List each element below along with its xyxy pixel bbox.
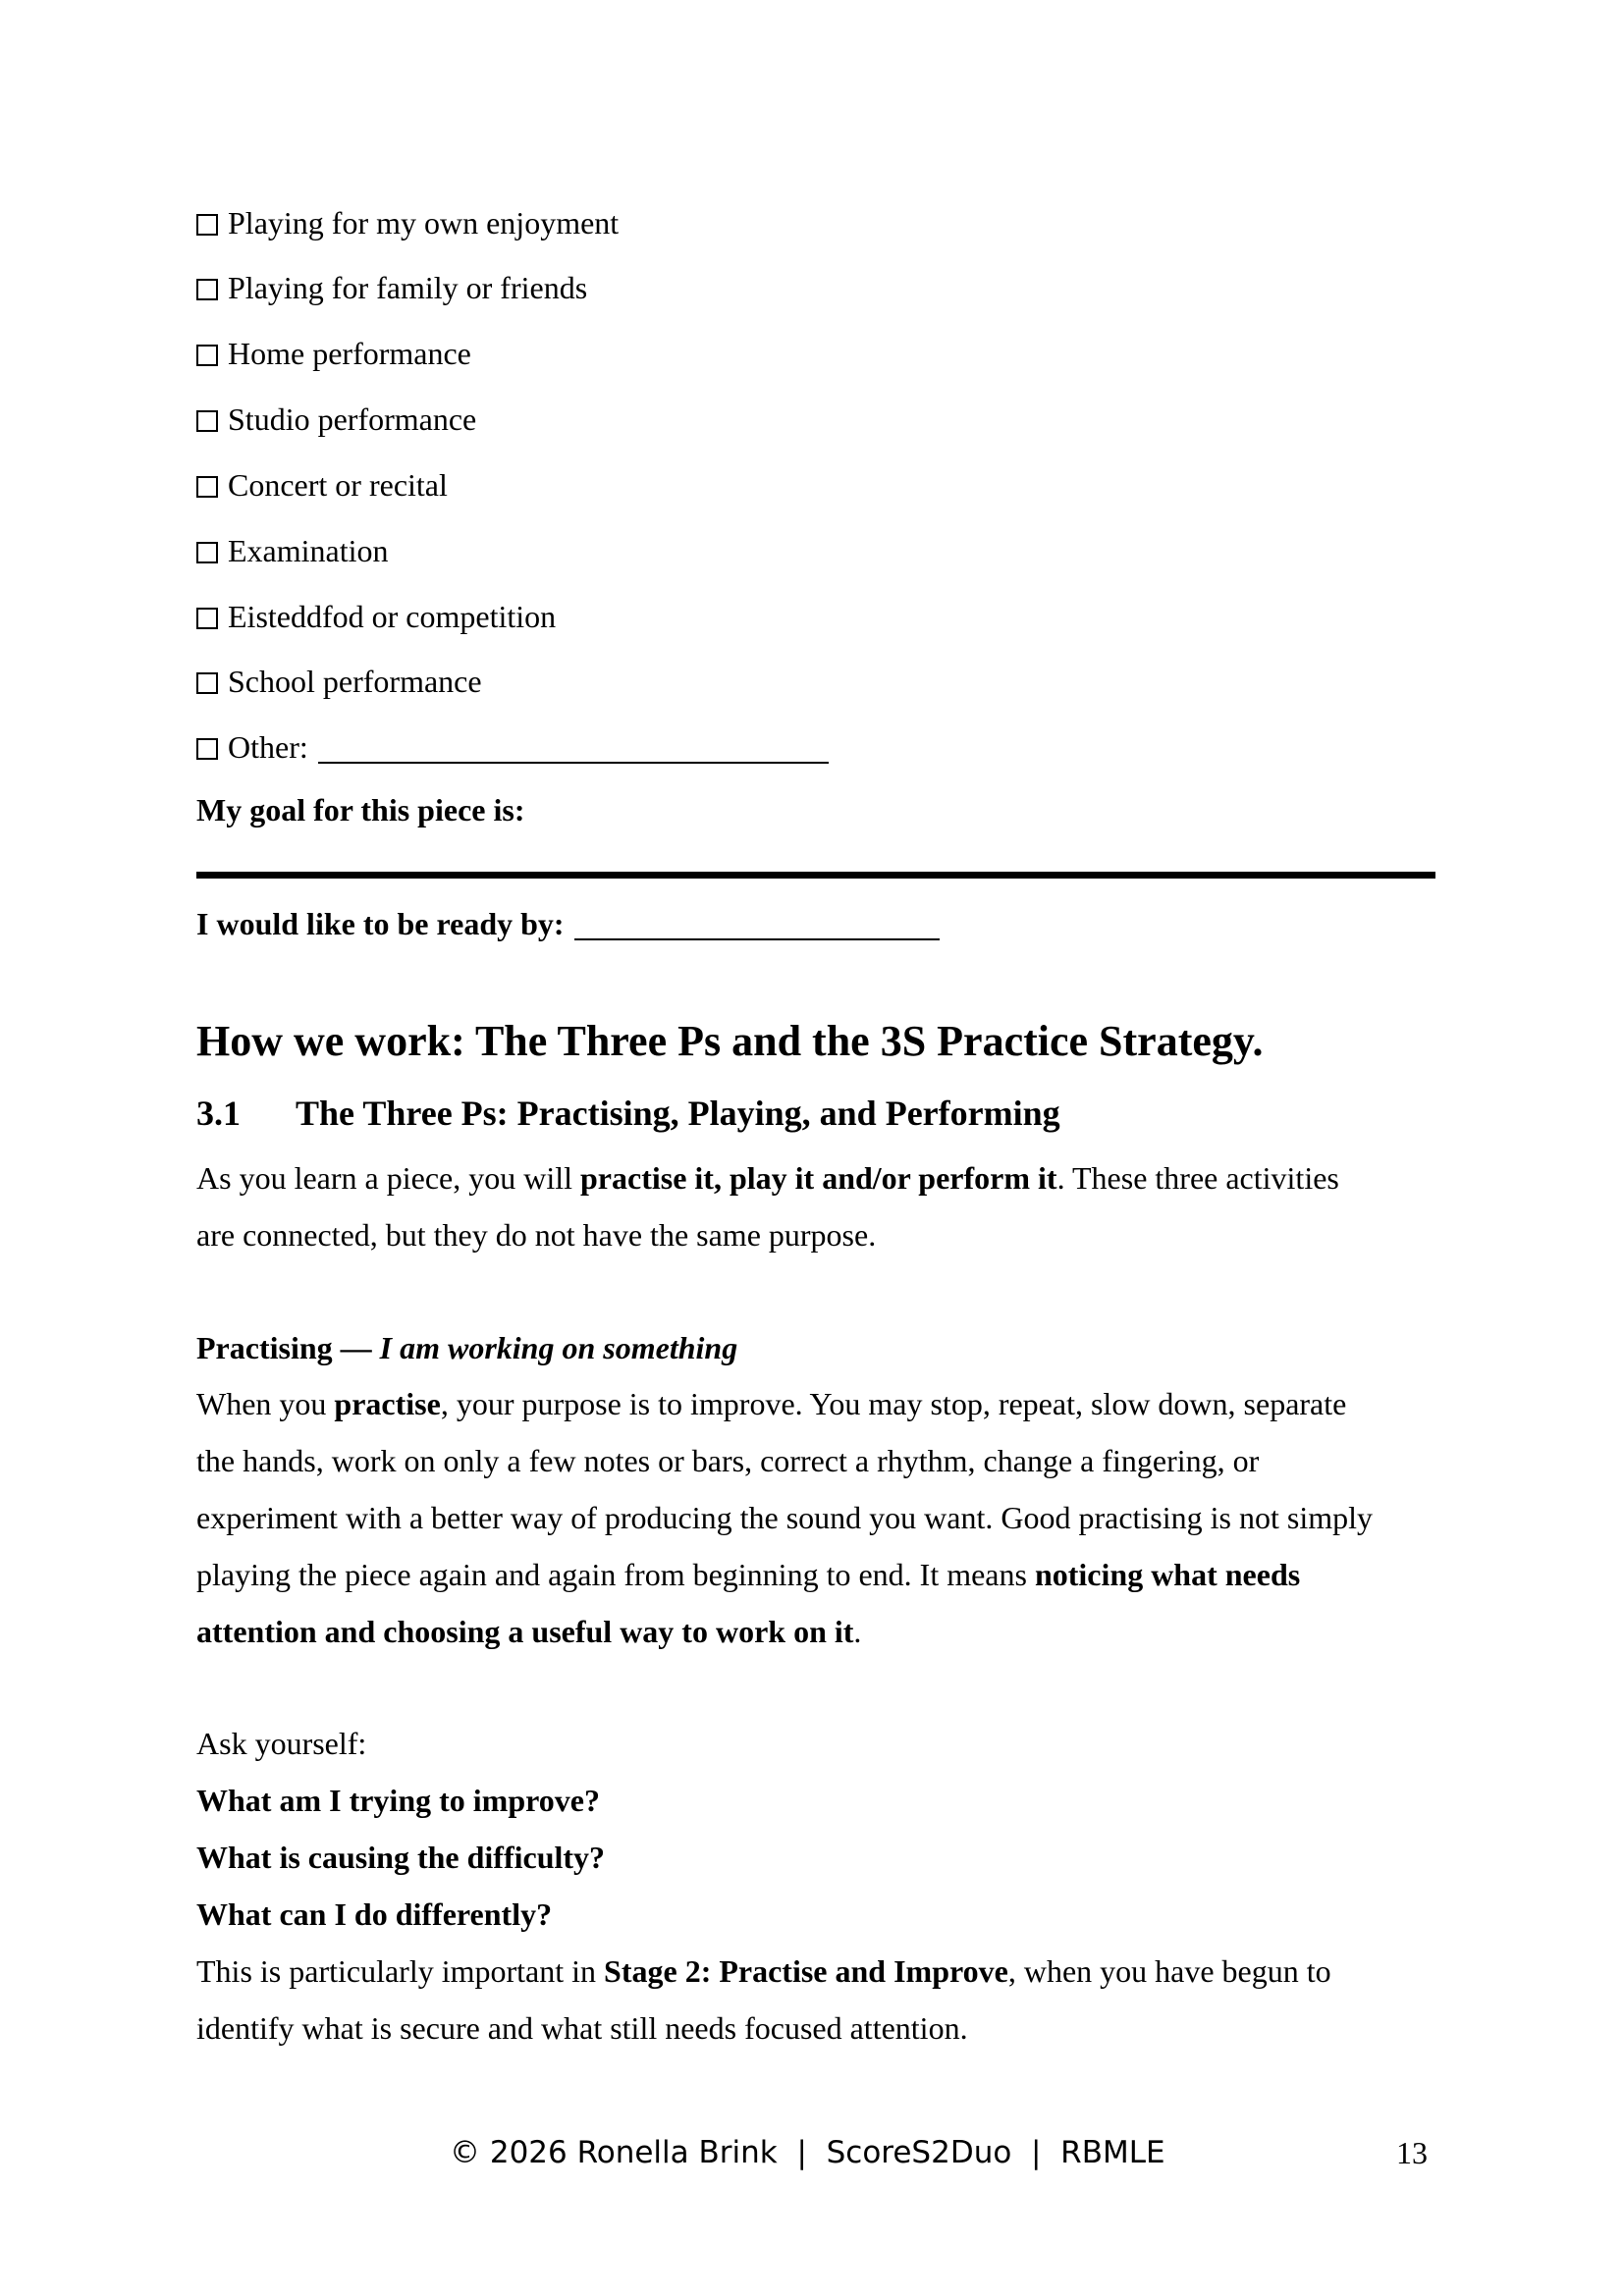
checklist-label: Examination (228, 533, 389, 568)
question-item: What can I do differently? (196, 1896, 553, 1932)
checklist-item-other[interactable] (196, 727, 829, 767)
ready-by-row (196, 904, 940, 943)
checklist-item-school[interactable] (196, 662, 482, 701)
checklist-label: School performance (228, 664, 482, 699)
page-number: 13 (1396, 2135, 1428, 2170)
checkbox-icon[interactable] (196, 279, 218, 300)
body-text: experiment with a better way of producing the sound you want. Good practising is not simply (196, 1500, 1373, 1535)
subsection-heading (196, 1091, 1060, 1136)
checklist-label: Concert or recital (228, 467, 448, 503)
ready-by-label: I would like to be ready by: (196, 906, 565, 941)
practising-paragraph (196, 1375, 1443, 1660)
checklist-item-enjoyment[interactable] (196, 203, 619, 242)
checkbox-icon[interactable] (196, 608, 218, 629)
checklist-label: Eisteddfod or competition (228, 599, 557, 634)
intro-text: are connected, but they do not have the same purpose. (196, 1217, 877, 1253)
question-item: What is causing the difficulty? (196, 1840, 606, 1875)
ready-by-answer-line[interactable] (574, 909, 940, 940)
checklist-item-home[interactable] (196, 334, 471, 373)
intro-text: . These three activities (1056, 1160, 1339, 1196)
practising-heading-bold: Practising — (196, 1330, 380, 1365)
body-emphasis: Stage 2: Practise and Improve (604, 1953, 1008, 1989)
body-emphasis: attention and choosing a useful way to work on it (196, 1614, 854, 1649)
practising-heading (196, 1328, 737, 1367)
checkbox-icon[interactable] (196, 410, 218, 432)
checkbox-icon[interactable] (196, 672, 218, 694)
subsection-title: The Three Ps: Practising, Playing, and Performing (296, 1094, 1060, 1133)
practising-heading-italic: I am working on something (379, 1330, 738, 1365)
checklist-label: Other: (228, 729, 308, 765)
body-text: This is particularly important in (196, 1953, 605, 1989)
checklist-item-eisteddfod[interactable] (196, 597, 556, 636)
body-emphasis: practise (334, 1386, 441, 1421)
checkbox-icon[interactable] (196, 476, 218, 498)
subsection-number: 3.1 (196, 1094, 241, 1133)
body-text: the hands, work on only a few notes or bars, correct a rhythm, change a fingering, or (196, 1443, 1260, 1478)
checklist-label: Studio performance (228, 401, 477, 437)
goal-label: My goal for this piece is: (196, 792, 525, 828)
body-text: . (853, 1614, 862, 1649)
intro-paragraph (196, 1149, 1443, 1263)
checkbox-icon[interactable] (196, 345, 218, 366)
body-text: playing the piece again and again from beginning to end. It means (196, 1557, 1035, 1592)
checklist-label: Home performance (228, 336, 471, 371)
body-emphasis: noticing what needs (1034, 1557, 1301, 1592)
checkbox-icon[interactable] (196, 542, 218, 563)
other-answer-line[interactable] (318, 732, 829, 764)
checklist-label: Playing for my own enjoyment (228, 205, 620, 240)
body-text: , when you have begun to (1007, 1953, 1331, 1989)
section-title: How we work: The Three Ps and the 3S Practice Strategy. (196, 1017, 1264, 1065)
checklist-item-concert[interactable] (196, 465, 448, 505)
ask-label: Ask yourself: (196, 1726, 367, 1761)
body-text: When you (196, 1386, 335, 1421)
page-footer: © 2026 Ronella Brink | ScoreS2Duo | RBMLE (450, 2135, 1165, 2170)
intro-emphasis: practise it, play it and/or perform it (580, 1160, 1057, 1196)
checklist-label: Playing for family or friends (228, 270, 588, 305)
checklist-item-family[interactable] (196, 268, 587, 307)
checkbox-icon[interactable] (196, 214, 218, 236)
checklist-item-examination[interactable] (196, 531, 389, 570)
intro-text: As you learn a piece, you will (196, 1160, 580, 1196)
question-item: What am I trying to improve? (196, 1783, 600, 1818)
checkbox-icon[interactable] (196, 738, 218, 760)
goal-answer-line[interactable] (196, 872, 1435, 879)
body-text: identify what is secure and what still needs focused attention. (196, 2010, 968, 2046)
body-text: , your purpose is to improve. You may stop, repeat, slow down, separate (440, 1386, 1347, 1421)
ask-yourself-block (196, 1715, 1443, 2056)
checklist-item-studio[interactable] (196, 400, 476, 439)
